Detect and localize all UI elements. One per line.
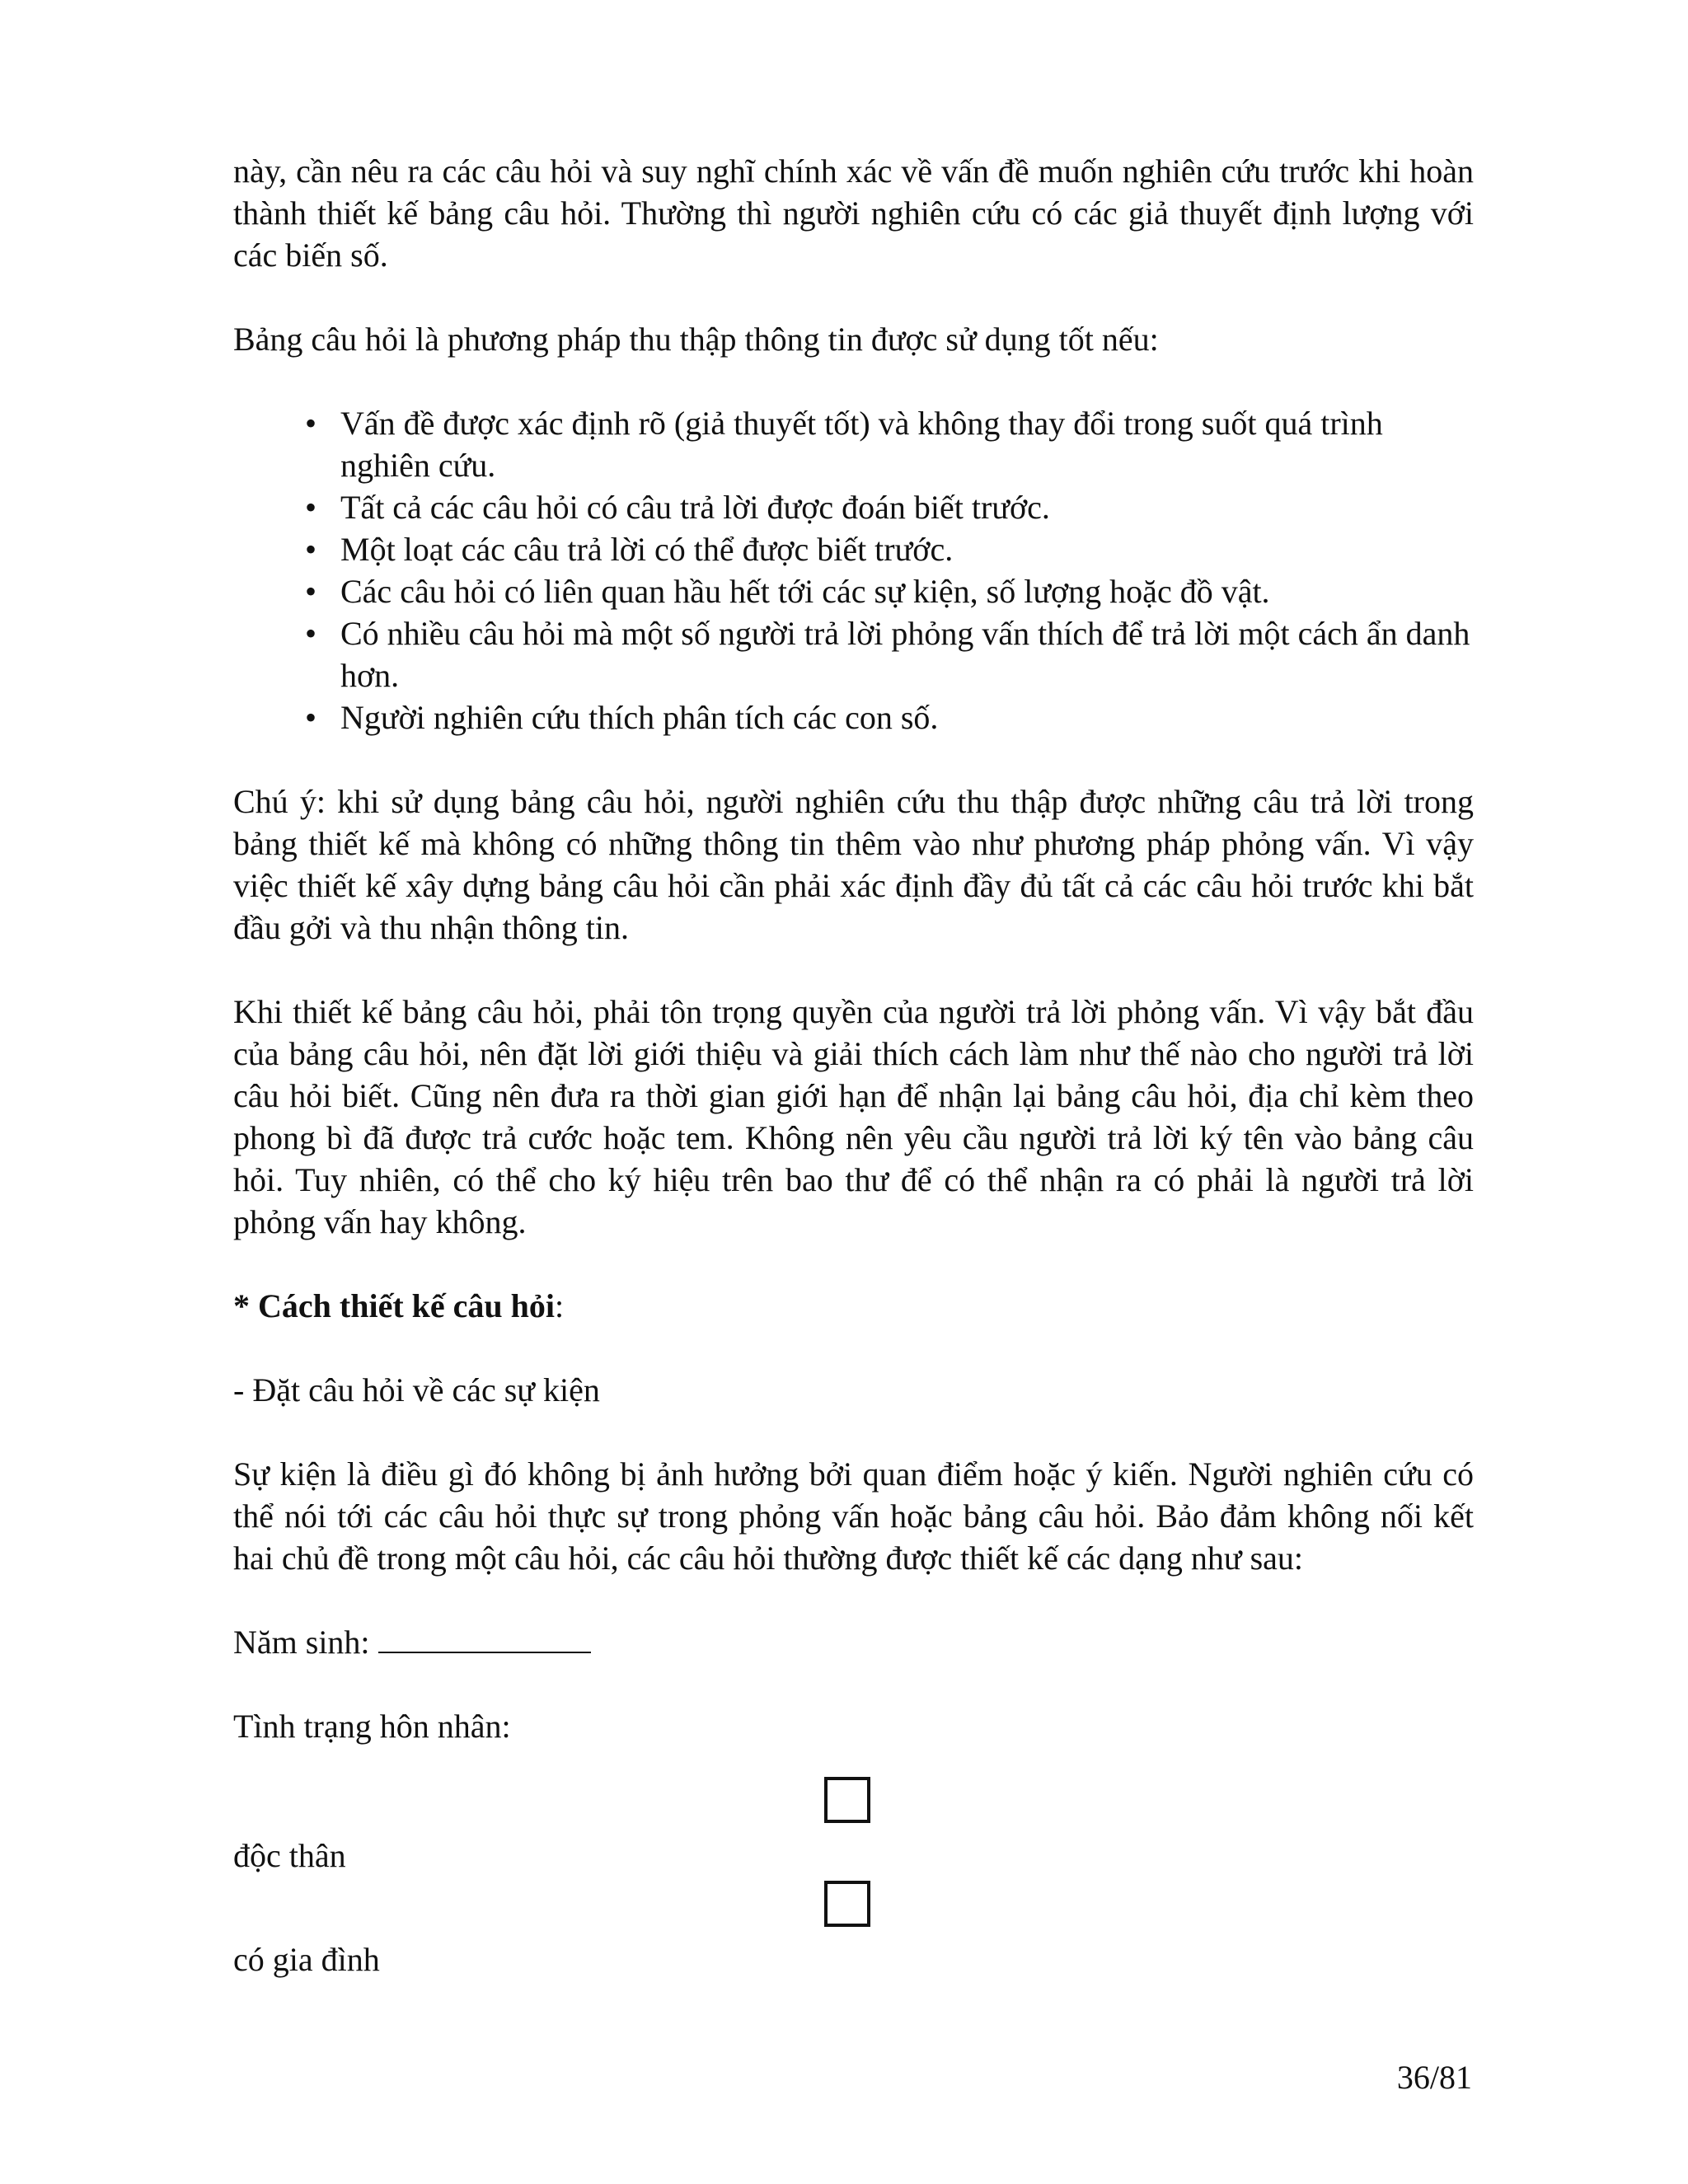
birth-year-blank[interactable] <box>378 1624 591 1653</box>
list-item: • Người nghiên cứu thích phân tích các con số. <box>233 696 1474 738</box>
marital-status-label: Tình trạng hôn nhân: <box>233 1708 511 1745</box>
birth-year-label: Năm sinh: <box>233 1624 370 1661</box>
section-heading-text: * Cách thiết kế câu hỏi <box>233 1287 555 1324</box>
birth-year-row <box>233 1621 1474 1663</box>
married-option-label: có gia đình <box>233 1941 380 1978</box>
section-heading-colon: : <box>555 1287 565 1324</box>
page-number: 36/81 <box>1396 2059 1472 2096</box>
list-item: • Các câu hỏi có liên quan hầu hết tới các sự kiện, số lượng hoặc đồ vật. <box>233 570 1474 612</box>
facts-paragraph: Sự kiện là điều gì đó không bị ảnh hưởng bởi quan điểm hoặc ý kiến. Người nghiên cứu có thể nói tới các câu hỏi thực sự trong phỏng vấn hoặc bảng câu hỏi. Bảo đảm không nối kết hai chủ đề trong một câu hỏi, các câu hỏi thường được thiết kế các dạng như sau: <box>233 1455 1474 1577</box>
list-intro: Bảng câu hỏi là phương pháp thu thập thông tin được sử dụng tốt nếu: <box>233 321 1159 358</box>
single-checkbox[interactable] <box>824 1777 870 1823</box>
list-item: • Có nhiều câu hỏi mà một số người trả lời phỏng vấn thích để trả lời một cách ẩn danh hơn. <box>233 612 1474 696</box>
intro-paragraph: này, cần nêu ra các câu hỏi và suy nghĩ chính xác về vấn đề muốn nghiên cứu trước khi hoàn thành thiết kế bảng câu hỏi. Thường thì người nghiên cứu có các giả thuyết định lượng với các biến số. <box>233 152 1474 274</box>
list-item: • Một loạt các câu trả lời có thể được biết trước. <box>233 528 1474 570</box>
section-heading <box>233 1285 1474 1327</box>
criteria-list <box>233 402 1474 738</box>
sub-heading: - Đặt câu hỏi về các sự kiện <box>233 1371 600 1408</box>
document-body <box>233 150 1474 1747</box>
married-checkbox[interactable] <box>824 1881 870 1927</box>
list-item: • Tất cả các câu hỏi có câu trả lời được đoán biết trước. <box>233 486 1474 528</box>
list-item: • Vấn đề được xác định rõ (giả thuyết tốt) và không thay đổi trong suốt quá trình nghiên cứu. <box>233 402 1474 486</box>
design-paragraph: Khi thiết kế bảng câu hỏi, phải tôn trọng quyền của người trả lời phỏng vấn. Vì vậy bắt đầu của bảng câu hỏi, nên đặt lời giới thiệu và giải thích cách làm như thế nào cho người trả lời câu hỏi biết. Cũng nên đưa ra thời gian giới hạn để nhận lại bảng câu hỏi, địa chỉ kèm theo phong bì đã được trả cước hoặc tem. Không nên yêu cầu người trả lời ký tên vào bảng câu hỏi. Tuy nhiên, có thể cho ký hiệu trên bao thư để có thể nhận ra có phải là người trả lời phỏng vấn hay không. <box>233 993 1474 1240</box>
single-option-label: độc thân <box>233 1837 346 1874</box>
note-paragraph: Chú ý: khi sử dụng bảng câu hỏi, người nghiên cứu thu thập được những câu trả lời trong bảng thiết kế mà không có những thông tin thêm vào như phương pháp phỏng vấn. Vì vậy việc thiết kế xây dựng bảng câu hỏi cần phải xác định đầy đủ tất cả các câu hỏi trước khi bắt đầu gởi và thu nhận thông tin. <box>233 783 1474 946</box>
